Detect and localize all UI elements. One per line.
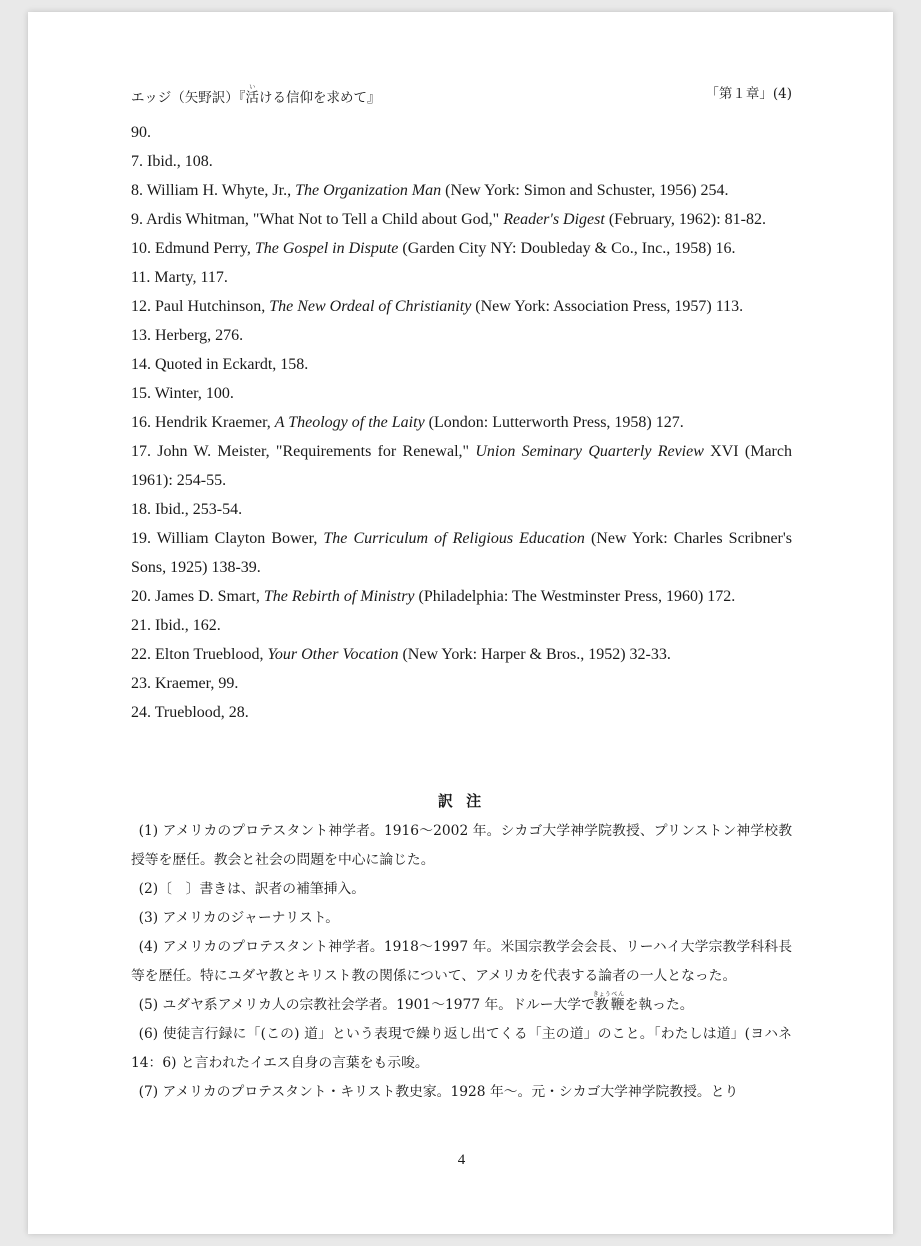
endnote-item: 22. Elton Trueblood, Your Other Vocation (New York: Harper & Bros., 1952) 32-33. bbox=[131, 646, 671, 663]
endnote-item: 23. Kraemer, 99. bbox=[131, 675, 239, 692]
endnote-item: 12. Paul Hutchinson, The New Ordeal of Christianity (New York: Association Press, 1957) 113. bbox=[131, 298, 744, 315]
endnote-item: 18. Ibid., 253-54. bbox=[131, 501, 243, 518]
endnote-item: 8. William H. Whyte, Jr., The Organization Man (New York: Simon and Schuster, 1956) 254. bbox=[131, 182, 729, 199]
translator-note-item: (3) アメリカのジャーナリスト。 bbox=[138, 910, 340, 926]
translator-note-item: (2)〔 〕書きは、訳者の補筆挿入。 bbox=[138, 881, 366, 897]
endnote-item: 21. Ibid., 162. bbox=[131, 617, 221, 634]
page-number: 4 bbox=[457, 1152, 466, 1168]
endnote-item: 14. Quoted in Eckardt, 158. bbox=[131, 356, 309, 373]
endnote-item: 24. Trueblood, 28. bbox=[131, 704, 249, 721]
endnote-item: 10. Edmund Perry, The Gospel in Dispute (Garden City NY: Doubleday & Co., Inc., 1958) 16. bbox=[131, 240, 736, 257]
endnote-item: 16. Hendrik Kraemer, A Theology of the Laity (London: Lutterworth Press, 1958) 127. bbox=[131, 414, 684, 431]
translator-notes-title: 訳 注 bbox=[437, 792, 486, 810]
endnotes-list bbox=[131, 118, 792, 727]
header-chapter: 「第１章」(4) bbox=[705, 86, 792, 102]
endnote-item: 19. William Clayton Bower, The Curriculum of Religious Education (New York: Charles Scribner's Sons, 1925) 138-39. bbox=[131, 530, 792, 576]
endnote-item: 90. bbox=[131, 124, 151, 141]
ruby-ben: 鞭べん bbox=[610, 991, 625, 1013]
endnote-item: 17. John W. Meister, "Requirements for Renewal," Union Seminary Quarterly Review XVI (March 1961): 254-55. bbox=[131, 443, 792, 489]
translator-notes-list bbox=[131, 817, 792, 1107]
endnote-item: 20. James D. Smart, The Rebirth of Ministry (Philadelphia: The Westminster Press, 1960) 172. bbox=[131, 588, 736, 605]
endnote-item: 13. Herberg, 276. bbox=[131, 327, 244, 344]
endnote-item: 7. Ibid., 108. bbox=[131, 153, 213, 170]
running-header bbox=[131, 84, 792, 108]
endnote-item: 15. Winter, 100. bbox=[131, 385, 234, 402]
header-ruby: 活い bbox=[245, 84, 259, 106]
translator-note-item: (6) 使徒言行録に「(この) 道」という表現で繰り返し出てくる「主の道」のこと。「わたしは道」(ヨハネ 14：6) と言われたイエス自身の言葉をも示唆。 bbox=[131, 1026, 792, 1071]
translator-note-item: (7) アメリカのプロテスタント・キリスト教史家。1928 年～。元・シカゴ大学神学院教授。とり bbox=[138, 1084, 739, 1100]
translator-note-item: (1) アメリカのプロテスタント神学者。1916～2002 年。シカゴ大学神学院教授、プリンストン神学校教授等を歴任。教会と社会の問題を中心に論じた。 bbox=[131, 823, 792, 868]
translator-note-item: (4) アメリカのプロテスタント神学者。1918～1997 年。米国宗教学会会長、リーハイ大学宗教学科科長等を歴任。特にユダヤ教とキリスト教の関係について、アメリカを代表する論者の一人となった。 bbox=[131, 939, 792, 984]
translator-note-item: (5) ユダヤ系アメリカ人の宗教社会学者。1901～1977 年。ドルー大学で教きょう鞭べんを執った。 bbox=[138, 991, 694, 1013]
endnote-item: 9. Ardis Whitman, "What Not to Tell a Child about God," Reader's Digest (February, 1962): 81-82. bbox=[131, 211, 766, 228]
header-book-title: エッジ（矢野訳）『活いける信仰を求めて』 bbox=[131, 84, 381, 106]
endnote-item: 11. Marty, 117. bbox=[131, 269, 228, 286]
document-page bbox=[28, 12, 893, 1234]
ruby-kyou: 教きょう bbox=[592, 991, 611, 1013]
